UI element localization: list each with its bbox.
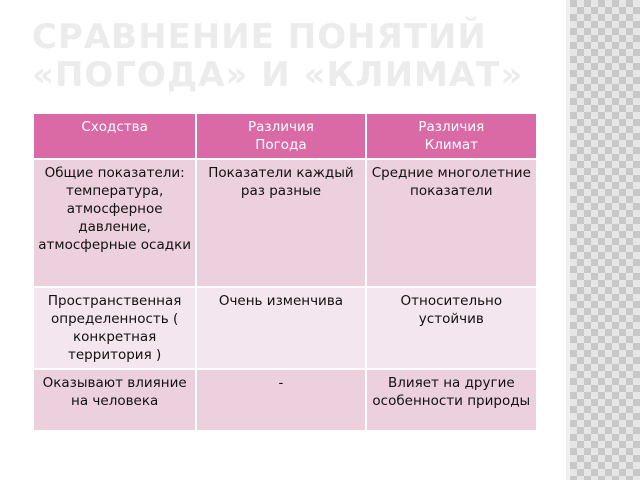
table-cell: Очень изменчива	[196, 287, 365, 369]
table-cell: -	[196, 369, 365, 431]
table-row	[33, 287, 537, 369]
title-line-2: «ПОГОДА» И «КЛИМАТ»	[32, 55, 524, 95]
header-similarities: Сходства	[33, 113, 196, 159]
table-header-row	[33, 113, 537, 159]
table-row	[33, 369, 537, 431]
table-cell: Оказывают влияние на человека	[33, 369, 196, 431]
table-cell: Влияет на другие особенности природы	[366, 369, 537, 431]
comparison-table	[32, 112, 538, 432]
table-row	[33, 159, 537, 287]
decorative-pattern-strip	[570, 0, 640, 480]
header-differences-weather: Различия Погода	[196, 113, 365, 159]
title-line-1: СРАВНЕНИЕ ПОНЯТИЙ	[32, 17, 487, 57]
table-cell: Пространственная определенность ( конкретная территория )	[33, 287, 196, 369]
table-cell: Показатели каждый раз разные	[196, 159, 365, 287]
table-cell: Общие показатели: температура, атмосферное давление, атмосферные осадки	[33, 159, 196, 287]
table-cell: Средние многолетние показатели	[366, 159, 537, 287]
table-cell: Относительно устойчив	[366, 287, 537, 369]
header-differences-climate: Различия Климат	[366, 113, 537, 159]
slide-title	[32, 18, 552, 94]
